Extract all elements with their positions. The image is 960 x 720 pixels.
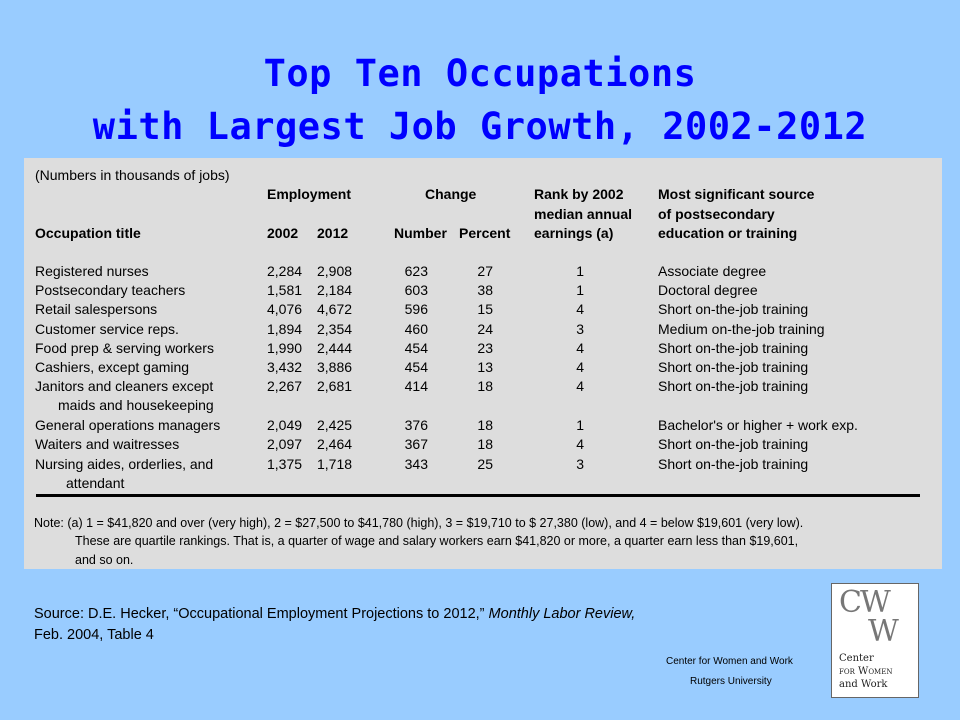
note-line-3: and so on. [75,553,134,567]
cell-change-number: 414 [404,378,428,394]
cell-change-number: 460 [404,321,428,337]
logo-text-2: for Women [839,666,893,677]
affiliation-center: Center for Women and Work [666,656,793,667]
title-line-1: Top Ten Occupations [263,52,697,95]
cell-change-percent: 18 [477,378,493,394]
cell-occupation: Customer service reps. [35,321,179,337]
header-2012: 2012 [317,225,349,241]
cell-employment-2002: 1,894 [267,321,303,337]
cell-employment-2012: 2,354 [317,321,353,337]
cell-change-percent: 23 [477,340,493,356]
cell-rank: 3 [576,321,584,337]
header-rank-line-1: Rank by 2002 [534,186,624,202]
cell-change-percent: 24 [477,321,493,337]
cell-rank: 4 [576,378,584,394]
cell-employment-2002: 3,432 [267,359,303,375]
title-line-2: with Largest Job Growth, 2002-2012 [92,105,868,148]
logo-letters-top: CW [839,585,889,620]
source-line-2: Feb. 2004, Table 4 [34,627,154,643]
header-number: Number [394,225,447,241]
cell-rank: 1 [576,282,584,298]
cell-employment-2012: 3,886 [317,359,353,375]
cell-employment-2012: 4,672 [317,301,353,317]
cell-employment-2012: 2,908 [317,263,353,279]
cell-occupation: Retail salespersons [35,301,158,317]
cell-rank: 4 [576,301,584,317]
cell-employment-2002: 2,284 [267,263,303,279]
cell-education-source: Associate degree [658,263,767,279]
cell-change-number: 343 [404,456,428,472]
cell-change-percent: 27 [477,263,493,279]
cell-change-number: 454 [404,359,428,375]
logo-letters-bottom: W [868,614,899,649]
cell-employment-2002: 1,581 [267,282,303,298]
cell-occupation-continued: maids and housekeeping [58,397,214,413]
cell-change-percent: 15 [477,301,493,317]
cell-employment-2012: 2,425 [317,417,353,433]
cell-education-source: Short on-the-job training [658,456,809,472]
note-line-1: Note: (a) 1 = $41,820 and over (very high), 2 = $27,500 to $41,780 (high), 3 = $19,710 to $ 27,380 (low), and 4 = below $19,601 (very low). [34,516,804,530]
cell-employment-2012: 2,444 [317,340,353,356]
cell-education-source: Short on-the-job training [658,359,809,375]
cell-rank: 3 [576,456,584,472]
cell-rank: 1 [576,417,584,433]
cell-rank: 1 [576,263,584,279]
cell-occupation: Food prep & serving workers [35,340,214,356]
cell-change-percent: 18 [477,436,493,452]
units-note: (Numbers in thousands of jobs) [35,167,230,183]
cell-occupation: Janitors and cleaners except [35,378,214,394]
data-table-panel [24,158,942,569]
source-journal: Monthly Labor Review, [488,606,636,622]
cell-change-number: 454 [404,340,428,356]
cell-change-number: 367 [404,436,428,452]
header-source-line-2: of postsecondary [658,206,775,222]
cell-employment-2002: 1,990 [267,340,303,356]
cell-employment-2002: 2,097 [267,436,303,452]
cell-education-source: Short on-the-job training [658,378,809,394]
header-2002: 2002 [267,225,299,241]
cell-employment-2012: 1,718 [317,456,353,472]
note-line-2: These are quartile rankings. That is, a quarter of wage and salary workers earn $41,820 or more, a quarter earn less than $19,601, [75,534,799,548]
cell-occupation-continued: attendant [66,475,125,491]
cell-change-number: 603 [404,282,428,298]
cww-logo [831,583,919,698]
cell-rank: 4 [576,359,584,375]
cell-change-percent: 25 [477,456,493,472]
header-occupation: Occupation title [35,225,141,241]
cell-occupation: Postsecondary teachers [35,282,186,298]
cell-change-percent: 18 [477,417,493,433]
affiliation-university: Rutgers University [690,676,772,687]
logo-text-3: and Work [839,679,888,690]
cell-education-source: Short on-the-job training [658,436,809,452]
cell-change-number: 376 [404,417,428,433]
header-source-line-3: education or training [658,225,798,241]
cell-education-source: Doctoral degree [658,282,758,298]
source-prefix: Source: D.E. Hecker, “Occupational Employment Projections to 2012,” [34,606,489,622]
header-change: Change [425,186,477,202]
cell-change-number: 623 [404,263,428,279]
source-line-1 [34,606,635,622]
cell-change-percent: 38 [477,282,493,298]
cell-employment-2012: 2,464 [317,436,353,452]
header-source-line-1: Most significant source [658,186,815,202]
cell-occupation: Waiters and waitresses [35,436,180,452]
logo-text-1: Center [839,653,874,664]
cell-employment-2002: 2,049 [267,417,303,433]
cell-rank: 4 [576,340,584,356]
cell-employment-2002: 1,375 [267,456,303,472]
cell-change-percent: 13 [477,359,493,375]
cell-employment-2002: 4,076 [267,301,303,317]
cell-change-number: 596 [404,301,428,317]
cell-education-source: Bachelor's or higher + work exp. [658,417,858,433]
cell-education-source: Medium on-the-job training [658,321,825,337]
cell-occupation: Registered nurses [35,263,149,279]
header-rank-line-2: median annual [534,206,633,222]
cell-employment-2012: 2,184 [317,282,353,298]
cell-education-source: Short on-the-job training [658,301,809,317]
header-percent: Percent [459,225,511,241]
cell-employment-2012: 2,681 [317,378,353,394]
cell-employment-2002: 2,267 [267,378,303,394]
cell-occupation: Nursing aides, orderlies, and [35,456,214,472]
cell-education-source: Short on-the-job training [658,340,809,356]
cell-occupation: General operations managers [35,417,221,433]
header-employment: Employment [267,186,352,202]
cell-rank: 4 [576,436,584,452]
table-bottom-rule [36,494,920,497]
header-rank-line-3: earnings (a) [534,225,614,241]
cell-occupation: Cashiers, except gaming [35,359,190,375]
